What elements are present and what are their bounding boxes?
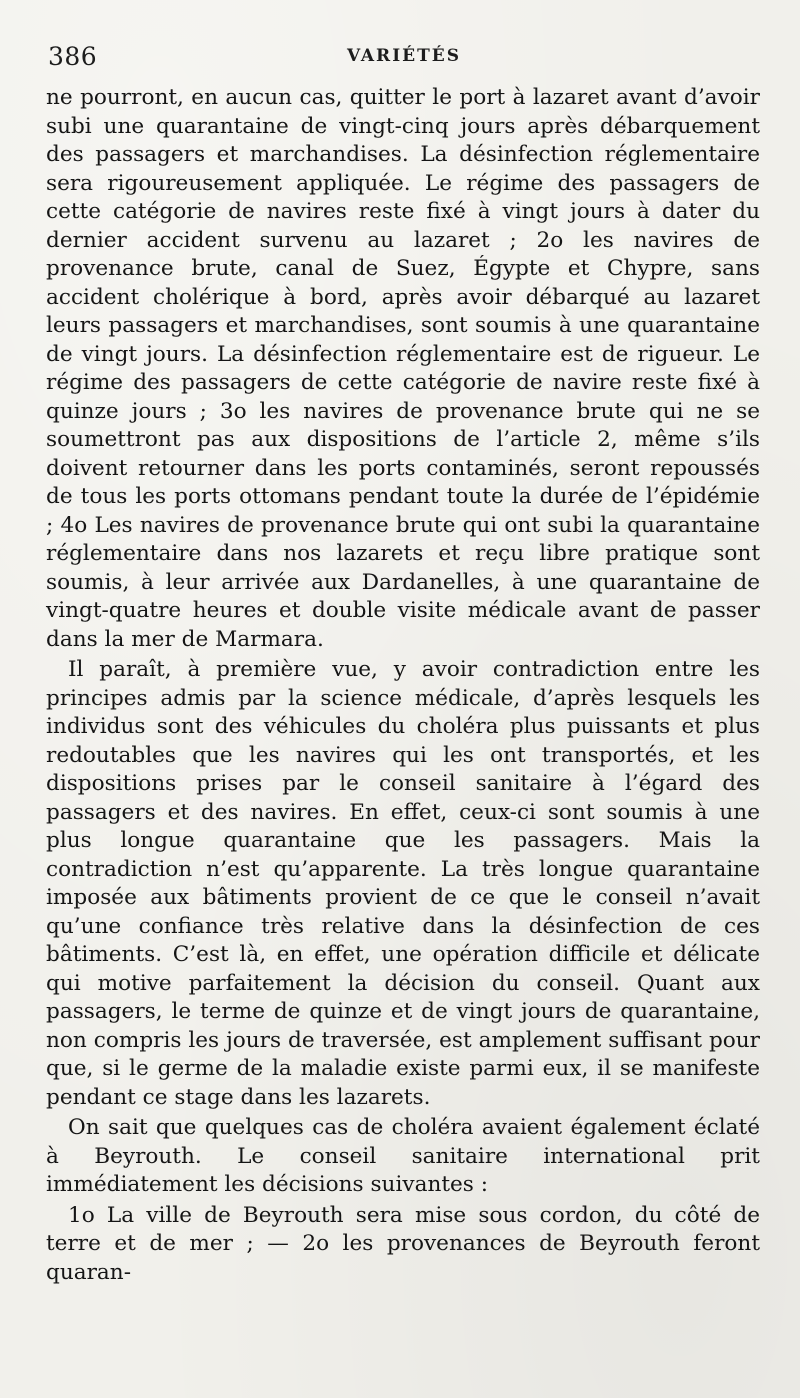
page-number: 386 — [48, 42, 98, 71]
body-text — [46, 84, 760, 1287]
paragraph-contradiction: Il paraît, à première vue, y avoir contradiction entre les principes admis par la science médicale, d’après lesquels les individus sont des véhicules du choléra plus puissants et plus redoutables que les navires qui les ont transportés, et les dispositions prises par le conseil sanitaire à l’égard des passagers et des navires. En effet, ceux-ci sont soumis à une plus longue quarantaine que les passagers. Mais la contradiction n’est qu’apparente. La très longue quarantaine imposée aux bâtiments provient de ce que le conseil n’avait qu’une confiance très relative dans la désinfection de ces bâtiments. C’est là, en effet, une opération difficile et délicate qui motive parfaitement la décision du conseil. Quant aux passagers, le terme de quinze et de vingt jours de quarantaine, non compris les jours de traversée, est amplement suffisant pour que, si le germe de la maladie existe parmi eux, il se manifeste pendant ce stage dans les lazarets. — [46, 657, 760, 1110]
paragraph-quarantine-rules: ne pourront, en aucun cas, quitter le port à lazaret avant d’avoir subi une quarantaine de vingt-cinq jours après débarquement des passagers et marchandises. La désinfection réglementaire sera rigoureusement appliquée. Le régime des passagers de cette catégorie de navires reste fixé à vingt jours à dater du dernier accident survenu au lazaret ; 2o les navires de provenance brute, canal de Suez, Égypte et Chypre, sans accident cholérique à bord, après avoir débarqué au lazaret leurs passagers et marchandises, sont soumis à une quarantaine de vingt jours. La désinfection réglementaire est de rigueur. Le régime des passagers de cette catégorie de navire reste fixé à quinze jours ; 3o les navires de provenance brute qui ne se soumettront pas aux dispositions de l’article 2, même s’ils doivent retourner dans les ports contaminés, seront repoussés de tous les ports ottomans pendant toute la durée de l’épidémie ; 4o Les navires de provenance brute qui ont subi la quarantaine réglementaire dans nos lazarets et reçu libre pratique sont soumis, à leur arrivée aux Dardanelles, à une quarantaine de vingt-quatre heures et double visite médicale avant de passer dans la mer de Marmara. — [46, 85, 760, 652]
running-head: VARIÉTÉS — [347, 46, 461, 66]
paragraph-beyrouth-decisions: 1o La ville de Beyrouth sera mise sous cordon, du côté de terre et de mer ; — 2o les provenances de Beyrouth feront quaran- — [46, 1202, 760, 1285]
paragraph-beyrouth: On sait que quelques cas de choléra avaient également éclaté à Beyrouth. Le conseil sanitaire international prit immédiatement les décisions suivantes : — [46, 1115, 760, 1197]
page-header — [48, 38, 760, 74]
